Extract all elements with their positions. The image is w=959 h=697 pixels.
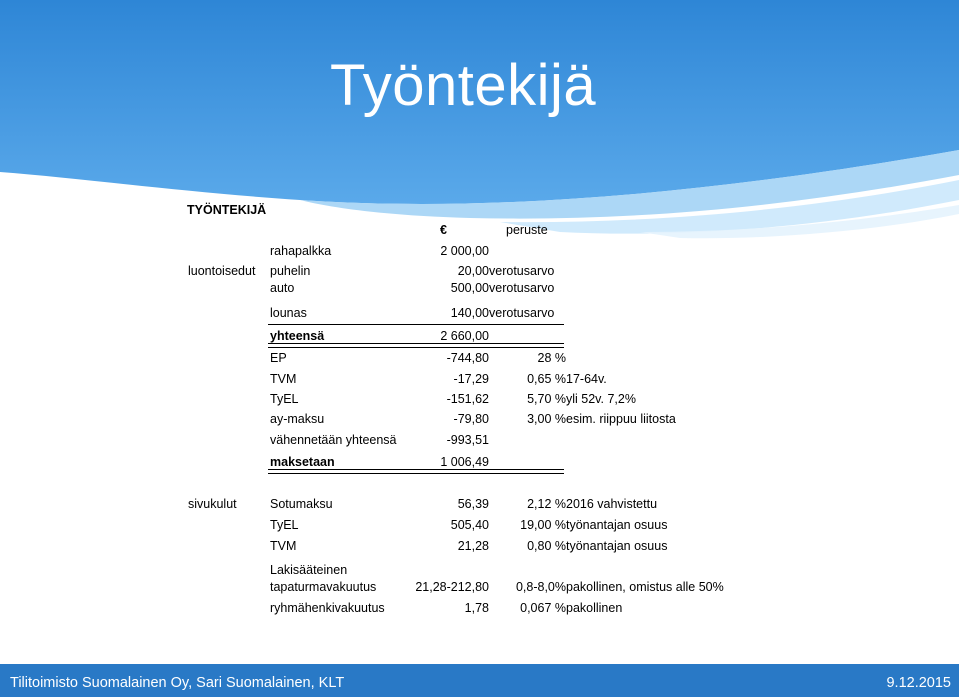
subtotal-rule: [268, 324, 564, 325]
maksetaan-label: maksetaan: [270, 455, 335, 469]
tapaturmavakuutus-value: 21,28-212,80: [415, 580, 489, 594]
tapaturmavakuutus-percent: 0,8-8,0%: [515, 580, 566, 594]
table-heading: TYÖNTEKIJÄ: [187, 203, 267, 217]
yhteensa-double-rule: [268, 343, 564, 348]
ryhmahenkivakuutus-percent: 0,067 %: [520, 601, 566, 615]
tyel2-value: 505,40: [450, 518, 489, 532]
puhelin-label: puhelin: [270, 264, 311, 278]
tyel-percent: 5,70 %: [527, 392, 566, 406]
aymaksu-percent: 3,00 %: [527, 412, 566, 426]
slide-title: Työntekijä: [330, 53, 597, 118]
lounas-label: lounas: [270, 306, 307, 320]
footer-bar: [0, 664, 959, 697]
sotumaksu-value: 56,39: [457, 497, 489, 511]
ep-label: EP: [270, 351, 287, 365]
tvm2-note: työnantajan osuus: [566, 539, 668, 553]
auto-label: auto: [270, 281, 295, 295]
maksetaan-value: 1 006,49: [440, 455, 489, 469]
footer-date: 9.12.2015: [886, 675, 951, 691]
lakisaateinen-label: Lakisääteinen: [270, 563, 348, 577]
rahapalkka-value: 2 000,00: [440, 244, 489, 258]
aymaksu-label: ay-maksu: [270, 412, 325, 426]
puhelin-note: verotusarvo: [489, 264, 555, 278]
tvm2-value: 21,28: [457, 539, 489, 553]
tyel-value: -151,62: [446, 392, 489, 406]
tvm-label: TVM: [270, 372, 297, 386]
sivukulut-label: sivukulut: [188, 497, 237, 511]
ryhmahenkivakuutus-note: pakollinen: [566, 601, 623, 615]
peruste-column-header: peruste: [506, 223, 548, 237]
ryhmahenkivakuutus-value: 1,78: [464, 601, 489, 615]
yhteensa-label: yhteensä: [270, 329, 325, 343]
tyel-note: yli 52v. 7,2%: [566, 392, 636, 406]
maksetaan-double-rule: [268, 469, 564, 474]
ep-percent: 28 %: [537, 351, 566, 365]
tvm-value: -17,29: [453, 372, 489, 386]
vahennetaan-value: -993,51: [446, 433, 489, 447]
tapaturmavakuutus-label: tapaturmavakuutus: [270, 580, 377, 594]
euro-column-header: €: [440, 223, 447, 237]
sotumaksu-label: Sotumaksu: [270, 497, 333, 511]
lounas-value: 140,00: [450, 306, 489, 320]
sotumaksu-percent: 2,12 %: [527, 497, 566, 511]
aymaksu-value: -79,80: [453, 412, 489, 426]
yhteensa-value: 2 660,00: [440, 329, 489, 343]
ryhmahenkivakuutus-label: ryhmähenkivakuutus: [270, 601, 385, 615]
tvm2-label: TVM: [270, 539, 297, 553]
sotumaksu-note: 2016 vahvistettu: [566, 497, 658, 511]
tyel-label: TyEL: [270, 392, 299, 406]
vahennetaan-label: vähennetään yhteensä: [270, 433, 397, 447]
aymaksu-note: esim. riippuu liitosta: [566, 412, 676, 426]
tvm-percent: 0,65 %: [527, 372, 566, 386]
auto-value: 500,00: [450, 281, 489, 295]
tyel2-note: työnantajan osuus: [566, 518, 668, 532]
puhelin-value: 20,00: [457, 264, 489, 278]
lounas-note: verotusarvo: [489, 306, 555, 320]
luontoisedut-label: luontoisedut: [188, 264, 256, 278]
footer-company: Tilitoimisto Suomalainen Oy, Sari Suomalainen, KLT: [10, 675, 345, 691]
tyel2-percent: 19,00 %: [520, 518, 566, 532]
tvm2-percent: 0,80 %: [527, 539, 566, 553]
tyel2-label: TyEL: [270, 518, 299, 532]
tapaturmavakuutus-note: pakollinen, omistus alle 50%: [566, 580, 724, 594]
tvm-note: 17-64v.: [566, 372, 607, 386]
rahapalkka-label: rahapalkka: [270, 244, 332, 258]
ep-value: -744,80: [446, 351, 489, 365]
auto-note: verotusarvo: [489, 281, 555, 295]
